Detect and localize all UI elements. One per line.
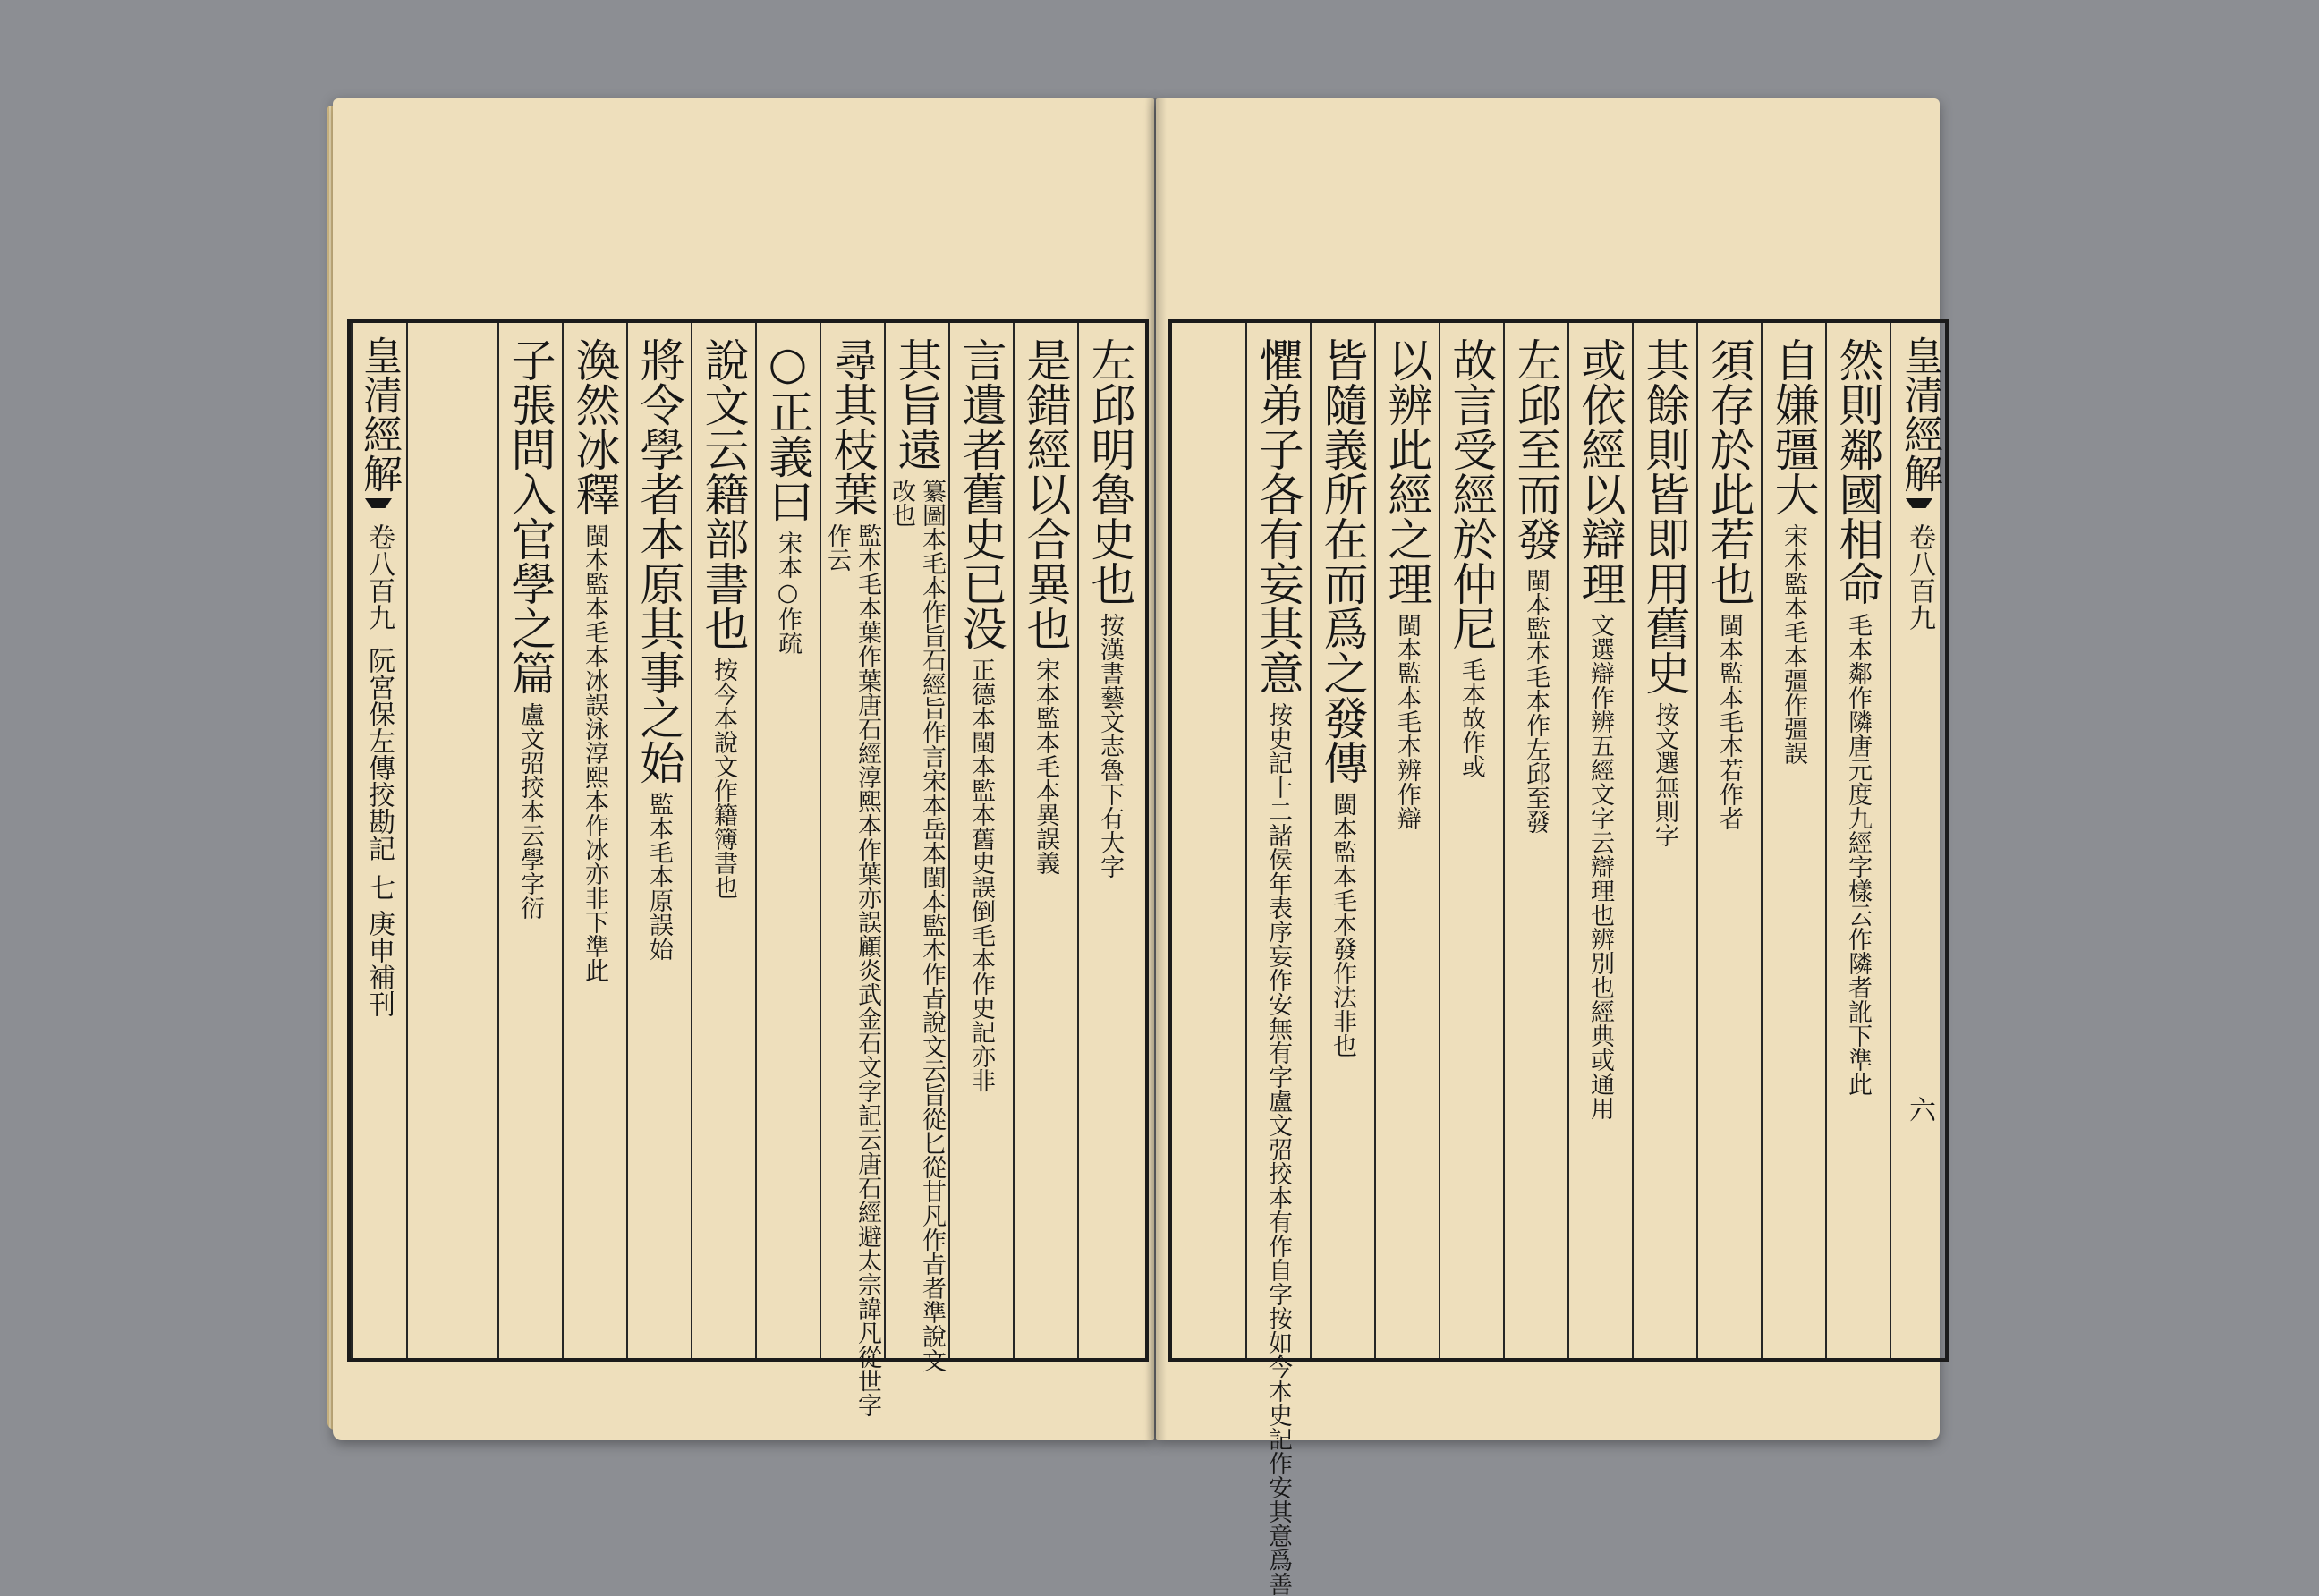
text-column — [1247, 337, 1308, 1596]
commentary-text: 監本毛本葉作葉唐石經淳熙本作葉亦誤顧炎武金石文字記云唐石經避太宗諱凡從世字作云 — [823, 523, 881, 1417]
main-text: 皆隨義所在而爲之發傳 — [1316, 337, 1369, 785]
commentary-text: 宋本監本毛本彊作彊誤 — [1780, 523, 1807, 765]
main-text: 左邱至而發 — [1509, 337, 1562, 561]
main-text: 言遺者舊史已没 — [955, 337, 1007, 650]
column-rule — [1890, 323, 1891, 1358]
text-column — [1015, 337, 1075, 875]
text-column — [821, 337, 882, 1418]
fishtail-mark — [1906, 498, 1932, 518]
commentary-text: 監本毛本原誤始 — [645, 792, 673, 961]
main-text: 以辨此經之理 — [1380, 337, 1433, 606]
folio-number: 七 — [363, 874, 395, 901]
main-text: 左邱明魯史也 — [1083, 337, 1136, 606]
column-rule — [1503, 323, 1505, 1358]
edition-note: 庚申補刊 — [363, 910, 395, 1017]
column-rule — [1077, 323, 1079, 1358]
commentary-text: 宋本○作疏 — [774, 531, 802, 655]
column-rule — [626, 323, 628, 1358]
main-text: 懼弟子各有妄其意 — [1252, 337, 1304, 695]
right-header-strip — [1895, 323, 1943, 1358]
commentary-text: 宋本監本毛本異誤義 — [1032, 658, 1059, 875]
main-text: 子張問入官學之篇 — [504, 337, 556, 695]
column-rule — [884, 323, 886, 1358]
section-subtitle: 阮宮保左傳挍勘記 — [363, 647, 395, 862]
volume-number: 卷八百九 — [363, 523, 395, 631]
text-column — [628, 337, 689, 961]
commentary-text: 閩本監本毛本若作者 — [1715, 613, 1743, 830]
commentary-text: 纂圖本毛本作旨石經旨作言宋本岳本閩本監本作㫖說文云旨從匕從甘凡作㫖者準說文改也 — [888, 479, 946, 1372]
main-text: 或依經以辯理 — [1574, 337, 1627, 606]
text-column — [1634, 337, 1695, 847]
left-header-strip — [354, 323, 403, 1358]
column-rule — [1632, 323, 1634, 1358]
collection-title: 皇清經解 — [1897, 335, 1942, 493]
column-rule — [1761, 323, 1763, 1358]
commentary-text: 閩本監本毛本發作法非也 — [1329, 792, 1356, 1057]
text-column — [1505, 337, 1566, 834]
fishtail-mark — [365, 498, 392, 518]
main-text: 故言受經於仲尼 — [1445, 337, 1498, 650]
text-column — [1763, 337, 1823, 765]
text-column — [1079, 337, 1140, 879]
text-column — [886, 337, 947, 1373]
text-column — [1827, 337, 1888, 1096]
commentary-text: 毛本故作或 — [1457, 658, 1485, 778]
column-rule — [562, 323, 564, 1358]
main-text: 自嫌彊大 — [1767, 337, 1820, 516]
column-rule — [497, 323, 499, 1358]
main-text: 其旨遠 — [890, 337, 943, 471]
right-text-frame — [1168, 319, 1949, 1596]
main-text: 然則鄰國相命 — [1831, 337, 1884, 606]
column-rule — [691, 323, 692, 1358]
text-column — [757, 337, 818, 655]
commentary-text: 文選辯作辨五經文字云辯理也辨別也經典或通用 — [1586, 613, 1614, 1120]
column-rule — [406, 323, 408, 1358]
volume-number: 卷八百九 — [1904, 523, 1935, 631]
text-column — [1569, 337, 1630, 1120]
main-text: 其餘則皆即用舊史 — [1638, 337, 1691, 695]
column-rule — [1374, 323, 1376, 1358]
commentary-text: 正德本閩本監本舊史誤倒毛本作史記亦非 — [967, 658, 995, 1092]
main-text: 將令學者本原其事之始 — [633, 337, 685, 785]
folio-number: 六 — [1904, 1096, 1935, 1123]
commentary-text: 閩本監本毛本辨作辯 — [1393, 613, 1421, 830]
main-text: 是錯經以合異也 — [1019, 337, 1072, 650]
main-text: 尋其枝葉 — [826, 337, 879, 516]
commentary-text: 按文選無則字 — [1651, 702, 1678, 847]
column-rule — [1310, 323, 1312, 1358]
commentary-text: 閩本監本毛本冰誤泳淳熙本作冰亦非下準此 — [581, 523, 608, 982]
text-column — [564, 337, 624, 982]
main-text: 須存於此若也 — [1703, 337, 1755, 606]
left-text-frame — [347, 319, 1149, 1417]
column-rule — [351, 323, 353, 1358]
column-rule — [755, 323, 757, 1358]
text-column — [1376, 337, 1437, 830]
commentary-text: 盧文弨挍本云學字衍 — [516, 702, 544, 920]
column-rule — [1013, 323, 1015, 1358]
commentary-text: 按史記十二諸侯年表序妄作安無有字盧文弨挍本有作自字按如今本史記作安其意爲善 — [1264, 702, 1292, 1596]
text-column — [950, 337, 1011, 1092]
column-rule — [1567, 323, 1569, 1358]
commentary-text: 按漢書藝文志魯下有大字 — [1096, 613, 1124, 879]
text-column — [499, 337, 560, 920]
column-rule — [1439, 323, 1440, 1358]
text-column — [1440, 337, 1501, 778]
column-rule — [820, 323, 821, 1358]
collection-title: 皇清經解 — [356, 335, 402, 493]
commentary-text: 毛本鄰作隣唐元度九經字樣云作隣者訛下準此 — [1844, 613, 1872, 1096]
column-rule — [948, 323, 950, 1358]
text-column — [1312, 337, 1372, 1057]
column-rule — [1696, 323, 1698, 1358]
main-text: 說文云籍部書也 — [697, 337, 750, 650]
main-text: 渙然冰釋 — [568, 337, 621, 516]
column-rule — [1245, 323, 1247, 1358]
text-column — [692, 337, 753, 899]
main-text: ○正義曰 — [761, 337, 814, 523]
column-rule — [1825, 323, 1827, 1358]
text-column — [1698, 337, 1759, 830]
commentary-text: 閩本監本毛本作左邱至發 — [1522, 568, 1550, 834]
commentary-text: 按今本說文作籍簿書也 — [709, 658, 737, 899]
